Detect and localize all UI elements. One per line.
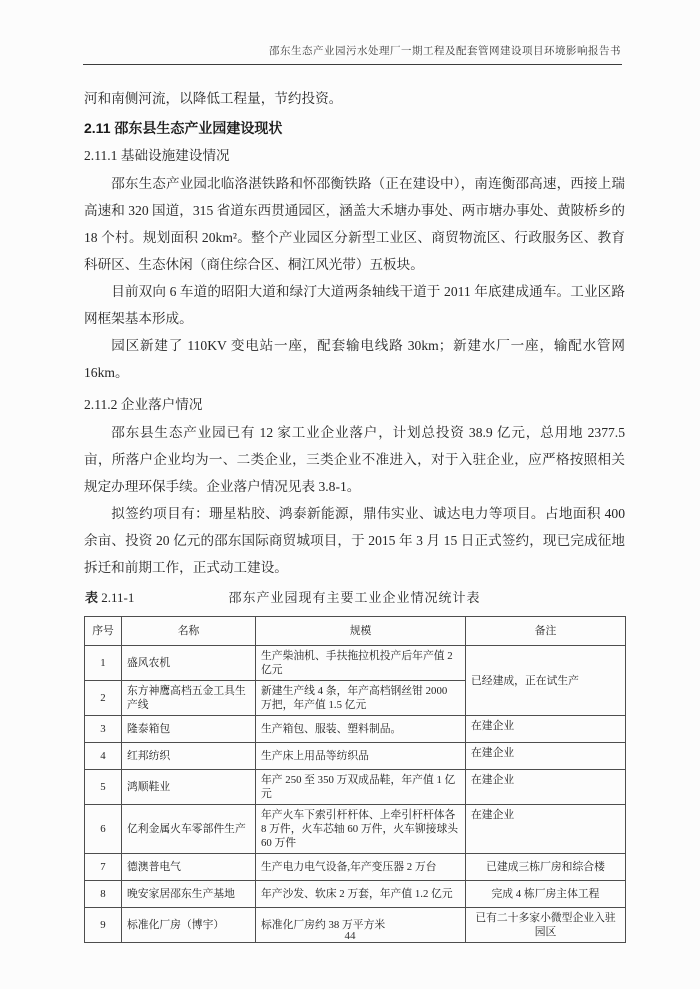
cell-scale: 生产柴油机、手扶拖拉机投产后年产值 2 亿元 bbox=[256, 646, 466, 681]
column-header-scale: 规模 bbox=[256, 617, 466, 646]
column-header-note: 备注 bbox=[466, 617, 626, 646]
cell-note: 在建企业 bbox=[466, 770, 626, 805]
paragraph-road-network: 目前双向 6 车道的昭阳大道和绿汀大道两条轴线干道于 2011 年底建成通车。工业区路网框架基本形成。 bbox=[84, 284, 625, 326]
cell-scale: 生产床上用品等纺织品 bbox=[256, 743, 466, 770]
cell-scale: 生产电力电气设备,年产变压器 2 万台 bbox=[256, 854, 466, 881]
cell-name: 德澳普电气 bbox=[122, 854, 256, 881]
paragraph-infrastructure-overview: 邵东生态产业园北临洛湛铁路和怀邵衡铁路（正在建设中），南连衡邵高速，西接上瑞高速和 320 国道，315 省道东西贯通园区，涵盖大禾塘办事处、两市塘办事处、黄陂桥乡的 18 个村。规划面积 20km²。整个产业园区分新型工业区、商贸物流区、行政服务区、教育科研区、生态休闲（商住综合区、桐江风光带）五板块。 bbox=[84, 176, 625, 272]
cell-note: 在建企业 bbox=[466, 743, 626, 770]
table-row bbox=[85, 881, 626, 908]
cell-scale: 年产 250 至 350 万双成品鞋，年产值 1 亿元 bbox=[256, 770, 466, 805]
enterprise-table bbox=[84, 616, 626, 943]
section-2-11-1-heading: 2.11.1 基础设施建设情况 bbox=[84, 148, 230, 163]
cell-name: 东方神鹰高档五金工具生产线 bbox=[122, 681, 256, 716]
cell-scale: 新建生产线 4 条，年产高档钢丝钳 2000 万把，年产值 1.5 亿元 bbox=[256, 681, 466, 716]
cell-scale: 年产沙发、软床 2 万套，年产值 1.2 亿元 bbox=[256, 881, 466, 908]
table-row bbox=[85, 646, 626, 681]
column-header-name: 名称 bbox=[122, 617, 256, 646]
cell-no: 8 bbox=[85, 881, 122, 908]
cell-no: 1 bbox=[85, 646, 122, 681]
table-caption bbox=[84, 585, 625, 611]
table-row bbox=[85, 854, 626, 881]
cell-note: 已建成三栋厂房和综合楼 bbox=[466, 854, 626, 881]
cell-scale: 生产箱包、服装、塑料制品。 bbox=[256, 716, 466, 743]
cell-note: 已有二十多家小微型企业入驻园区 bbox=[466, 908, 626, 943]
cell-no: 7 bbox=[85, 854, 122, 881]
page-content bbox=[84, 85, 625, 943]
table-header-row bbox=[85, 617, 626, 646]
cell-note: 完成 4 栋厂房主体工程 bbox=[466, 881, 626, 908]
cell-no: 5 bbox=[85, 770, 122, 805]
cell-name: 晚安家居邵东生产基地 bbox=[122, 881, 256, 908]
table-label bbox=[85, 585, 134, 611]
cell-no: 4 bbox=[85, 743, 122, 770]
header-rule bbox=[83, 64, 622, 65]
cell-scale: 年产火车下索引杆杆体、上牵引杆杆体各 8 万件，火车芯轴 60 万件，火车铆接球头 60 万件 bbox=[256, 805, 466, 854]
cell-name: 盛风农机 bbox=[122, 646, 256, 681]
cell-no: 2 bbox=[85, 681, 122, 716]
column-header-no: 序号 bbox=[85, 617, 122, 646]
cell-note: 在建企业 bbox=[466, 805, 626, 854]
cell-no: 3 bbox=[85, 716, 122, 743]
page-number: 44 bbox=[344, 930, 356, 942]
table-title: 邵东产业园现有主要工业企业情况统计表 bbox=[228, 590, 481, 605]
section-2-11-2-heading: 2.11.2 企业落户情况 bbox=[84, 397, 203, 412]
cell-scale: 标准化厂房约 38 万平方米 bbox=[256, 908, 466, 943]
section-2-11-heading: 2.11 邵东县生态产业园建设现状 bbox=[84, 120, 283, 136]
paragraph-planned-projects: 拟签约项目有：珊星粘胶、鸿泰新能源，鼎伟实业、诚达电力等项目。占地面积 400 余亩、投资 20 亿元的邵东国际商贸城项目，于 2015 年 3 月 15 日正式签约，现已完成征地拆迁和前期工作，正式动工建设。 bbox=[84, 506, 625, 575]
paragraph-continuation: 河和南侧河流，以降低工程量，节约投资。 bbox=[84, 91, 343, 106]
cell-name: 红邦纺织 bbox=[122, 743, 256, 770]
paragraph-enterprise-settlement: 邵东县生态产业园已有 12 家工业企业落户，计划总投资 38.9 亿元，总用地 2377.5 亩，所落户企业均为一、二类企业，三类企业不准进入，对于入驻企业，应严格按照相关规定办理环保手续。企业落户情况见表 3.8-1。 bbox=[84, 425, 625, 494]
table-row bbox=[85, 805, 626, 854]
cell-no: 9 bbox=[85, 908, 122, 943]
table-row bbox=[85, 716, 626, 743]
cell-name: 标准化厂房（博宇） bbox=[122, 908, 256, 943]
table-label-number: 2.11-1 bbox=[101, 590, 135, 605]
table-row bbox=[85, 770, 626, 805]
running-header-title: 邵东生态产业园污水处理厂一期工程及配套管网建设项目环境影响报告书 bbox=[269, 46, 621, 57]
table-row bbox=[85, 743, 626, 770]
cell-no: 6 bbox=[85, 805, 122, 854]
cell-name: 亿利金属火车零部件生产 bbox=[122, 805, 256, 854]
table-label-word: 表 bbox=[85, 590, 99, 605]
cell-name: 隆泰箱包 bbox=[122, 716, 256, 743]
cell-note: 在建企业 bbox=[466, 716, 626, 743]
cell-name: 鸿顺鞋业 bbox=[122, 770, 256, 805]
paragraph-utilities: 园区新建了 110KV 变电站一座，配套输电线路 30km；新建水厂一座，输配水管网 16km。 bbox=[84, 338, 625, 380]
cell-note: 已经建成，正在试生产 bbox=[466, 646, 626, 716]
